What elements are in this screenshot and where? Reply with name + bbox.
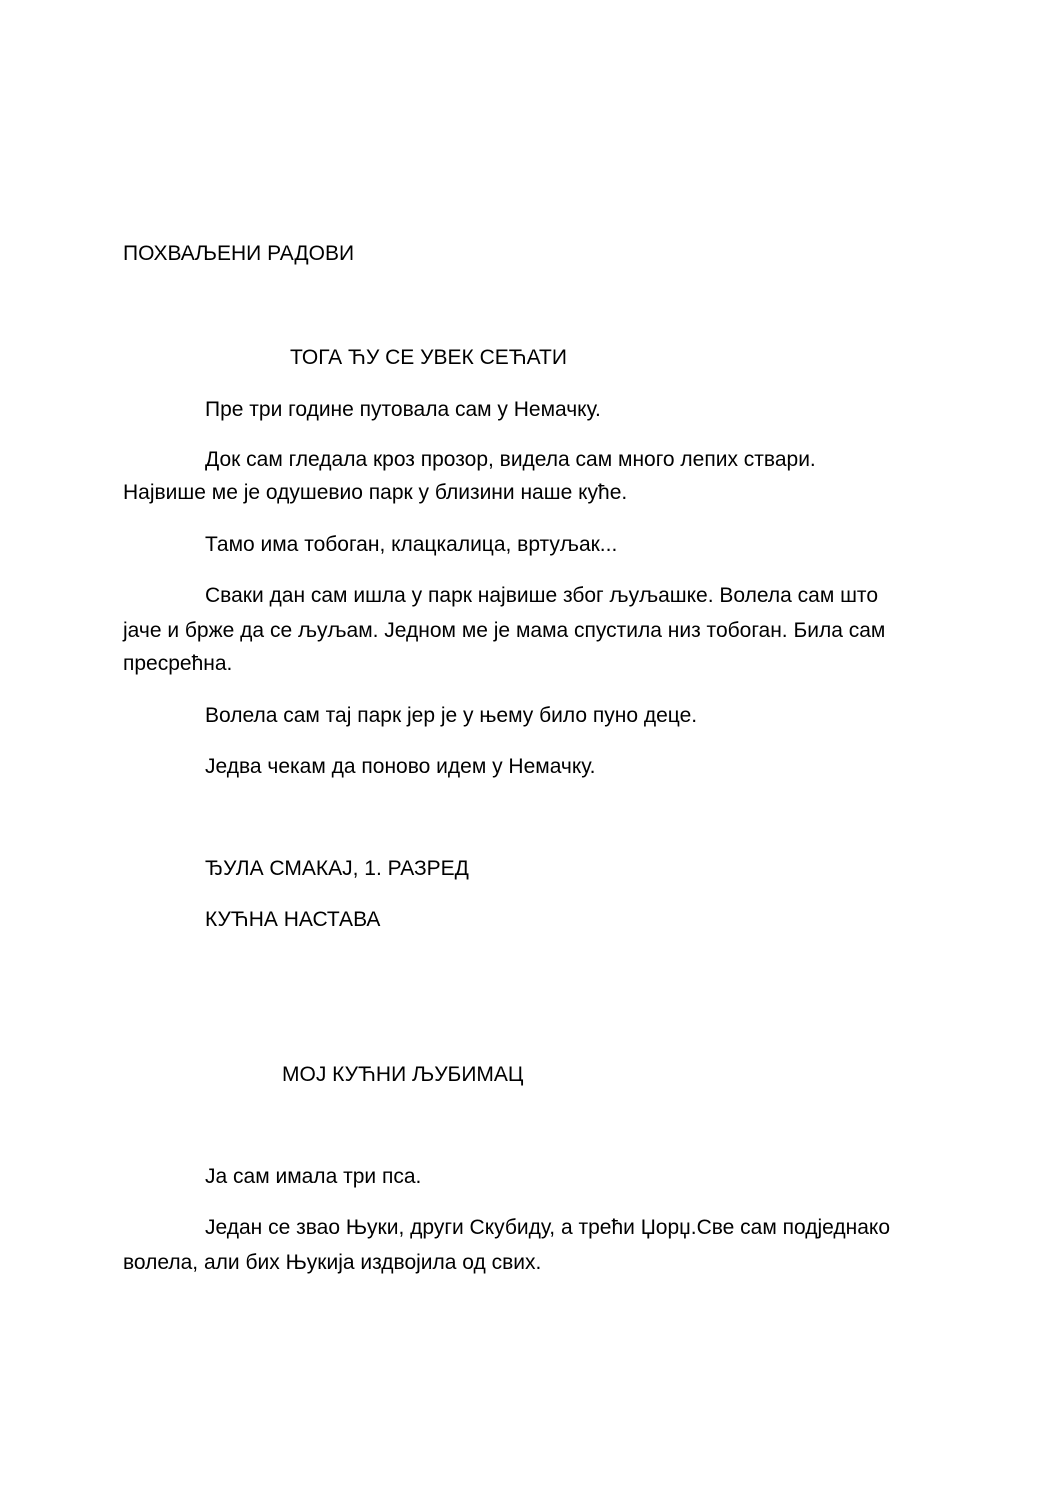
story1-author: ЂУЛА СМАКАЈ, 1. РАЗРЕД: [205, 857, 469, 880]
story1-paragraph-1: Пре три године путовала сам у Немачку.: [205, 398, 601, 421]
story1-title: ТОГА ЋУ СЕ УВЕК СЕЋАТИ: [290, 346, 567, 369]
story1-paragraph-4-line-2: јаче и брже да се љуљам. Једном ме је мама спустила низ тобоган. Била сам: [123, 619, 886, 642]
story1-paragraph-5: Волела сам тај парк јер је у њему било пуно деце.: [205, 704, 698, 727]
story1-paragraph-3: Тамо има тобоган, клацкалица, вртуљак...: [205, 533, 618, 556]
story1-paragraph-4-line-3: пресрећна.: [123, 652, 233, 675]
story2-paragraph-2-line-2: волела, али бих Њукија издвојила од свих.: [123, 1251, 542, 1274]
story1-paragraph-2-line-2: Највише ме је одушевио парк у близини наше куће.: [123, 481, 628, 504]
story1-school: КУЋНА НАСТАВА: [205, 908, 381, 931]
story1-paragraph-4-line-1: Сваки дан сам ишла у парк највише због љуљашке. Волела сам што: [205, 584, 878, 607]
section-heading: ПОХВАЉЕНИ РАДОВИ: [123, 242, 355, 265]
story1-paragraph-6: Једва чекам да поново идем у Немачку.: [205, 755, 596, 778]
story2-paragraph-1: Ја сам имала три пса.: [205, 1165, 422, 1188]
story2-title: МОЈ КУЋНИ ЉУБИМАЦ: [282, 1063, 524, 1086]
story2-paragraph-2-line-1: Један се звао Њуки, други Скубиду, а трећи Џорџ.Све сам подједнако: [205, 1216, 890, 1239]
story1-paragraph-2-line-1: Док сам гледала кроз прозор, видела сам много лепих ствари.: [205, 448, 816, 471]
